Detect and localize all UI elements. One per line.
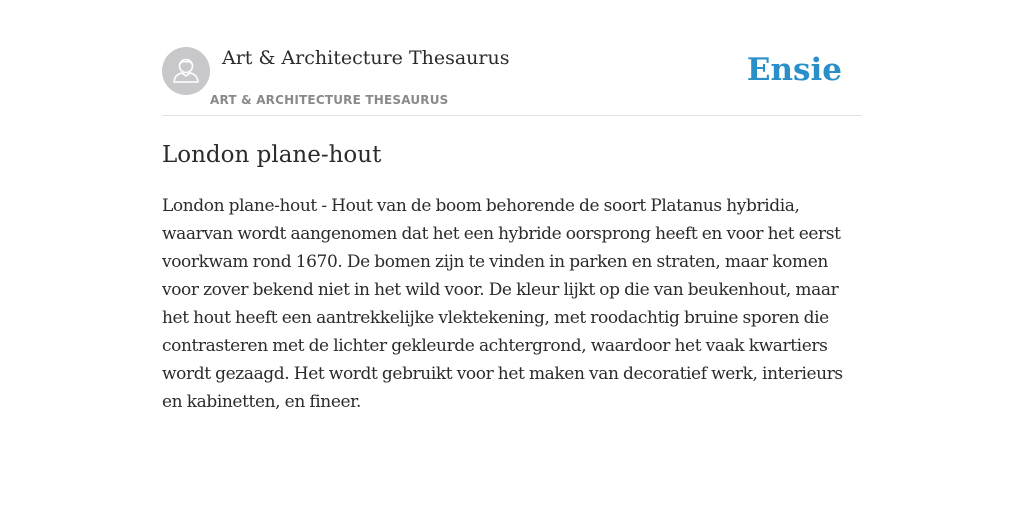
user-silhouette-icon (162, 47, 210, 95)
entry-body: London plane-hout - Hout van de boom behorende de soort Platanus hybridia, waarvan wordt aangenomen dat het een hybride oorsprong heeft en voor het eerst voorkwam rond 1670. De bomen zijn te vinden in parken en straten, maar komen voor zover bekend niet in het wild voor. De kleur lijkt op die van beukenhout, maar het hout heeft een aantrekkelijke vlektekening, met roodachtig bruine sporen die contrasteren met de lichter gekleurde achtergrond, waardoor het vaak kwartiers wordt gezaagd. Het wordt gebruikt voor het maken van decoratief werk, interieurs en kabinetten, en fineer. (162, 196, 843, 412)
brand-logo[interactable]: Ensie (746, 52, 842, 88)
source-header (162, 46, 862, 116)
source-avatar[interactable] (162, 47, 210, 95)
source-subtitle: ART & ARCHITECTURE THESAURUS (210, 93, 449, 107)
source-title[interactable]: Art & Architecture Thesaurus (222, 47, 510, 69)
entry-title: London plane-hout (162, 142, 382, 168)
